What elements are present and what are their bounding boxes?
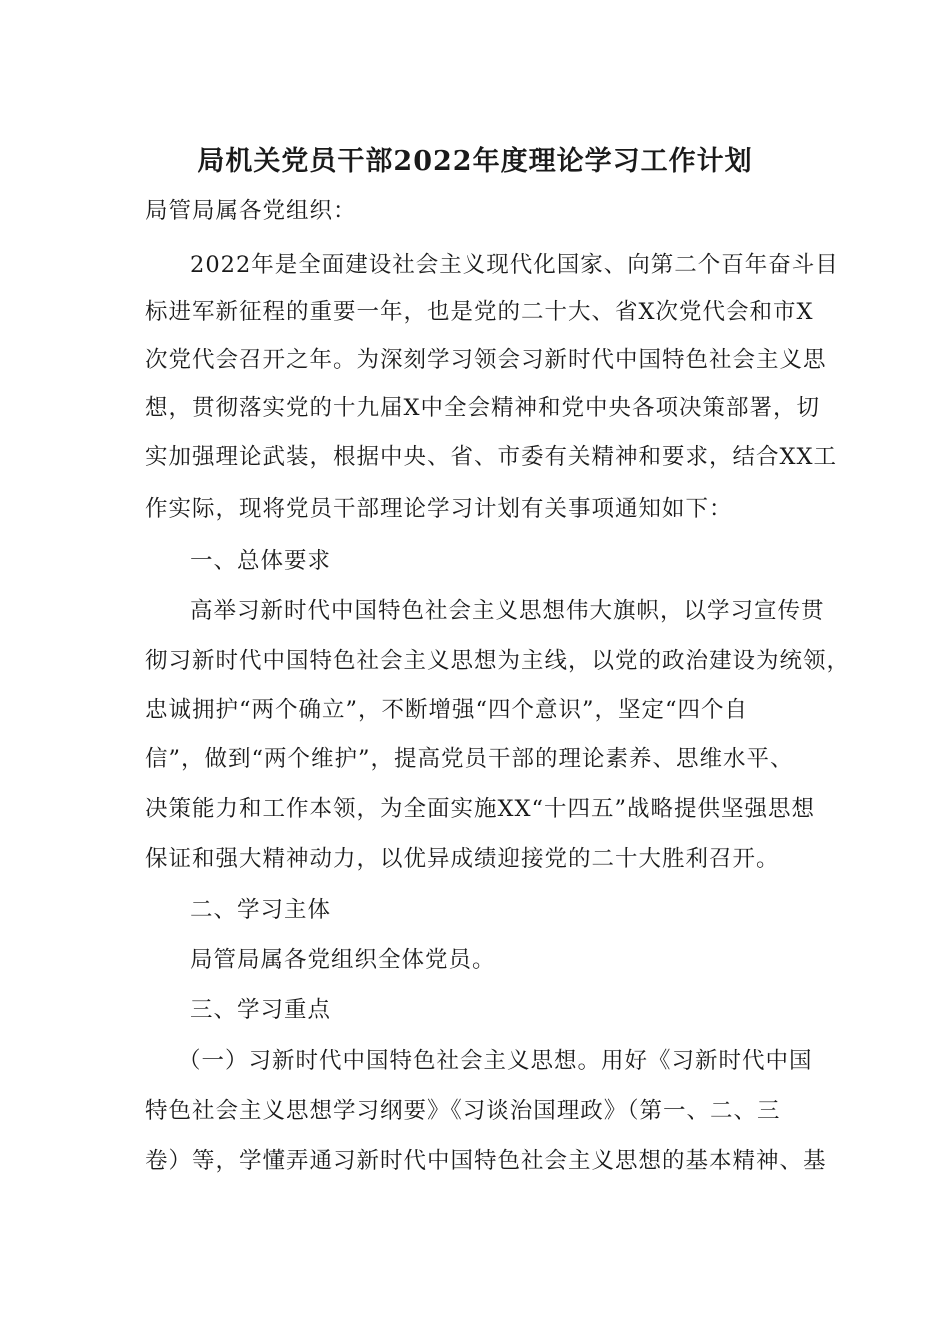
section2-text: 局管局属各党组织全体党员。 <box>190 947 496 973</box>
section1-line: 彻习新时代中国特色社会主义思想为主线，以党的政治建设为统领， <box>145 648 851 674</box>
intro-line: 想，贯彻落实党的十九届X中全会精神和党中央各项决策部署，切 <box>145 395 821 421</box>
section1-line: 高举习新时代中国特色社会主义思想伟大旗帜，以学习宣传贯 <box>190 598 825 624</box>
section3-line: （一）习新时代中国特色社会主义思想。用好《习新时代中国 <box>178 1048 813 1074</box>
intro-line: 作实际，现将党员干部理论学习计划有关事项通知如下： <box>145 496 733 522</box>
section1-line: 决策能力和工作本领，为全面实施XX“十四五”战略提供坚强思想 <box>145 796 816 822</box>
salutation: 局管局属各党组织： <box>145 198 357 224</box>
section1-line: 信”，做到“两个维护”，提高党员干部的理论素养、思维水平、 <box>145 746 794 772</box>
intro-line: 实加强理论武装，根据中央、省、市委有关精神和要求，结合XX工 <box>145 444 838 470</box>
intro-line: 次党代会召开之年。为深刻学习领会习新时代中国特色社会主义思 <box>145 347 827 373</box>
section-heading-general-requirements: 一、总体要求 <box>190 548 332 574</box>
intro-line: 标进军新征程的重要一年，也是党的二十大、省X次党代会和市X <box>145 299 814 325</box>
section-heading-study-subjects: 二、学习主体 <box>190 897 332 923</box>
section1-line: 忠诚拥护“两个确立”，不断增强“四个意识”，坚定“四个自 <box>145 697 749 723</box>
document-title: 局机关党员干部2022年度理论学习工作计划 <box>197 146 753 177</box>
intro-line: 2022年是全面建设社会主义现代化国家、向第二个百年奋斗目 <box>190 252 839 278</box>
section1-line: 保证和强大精神动力，以优异成绩迎接党的二十大胜利召开。 <box>145 846 780 872</box>
section-heading-study-focus: 三、学习重点 <box>190 997 332 1023</box>
section3-line: 特色社会主义思想学习纲要》《习谈治国理政》（第一、二、三 <box>145 1098 781 1124</box>
section3-line: 卷）等，学懂弄通习新时代中国特色社会主义思想的基本精神、基 <box>145 1148 827 1174</box>
